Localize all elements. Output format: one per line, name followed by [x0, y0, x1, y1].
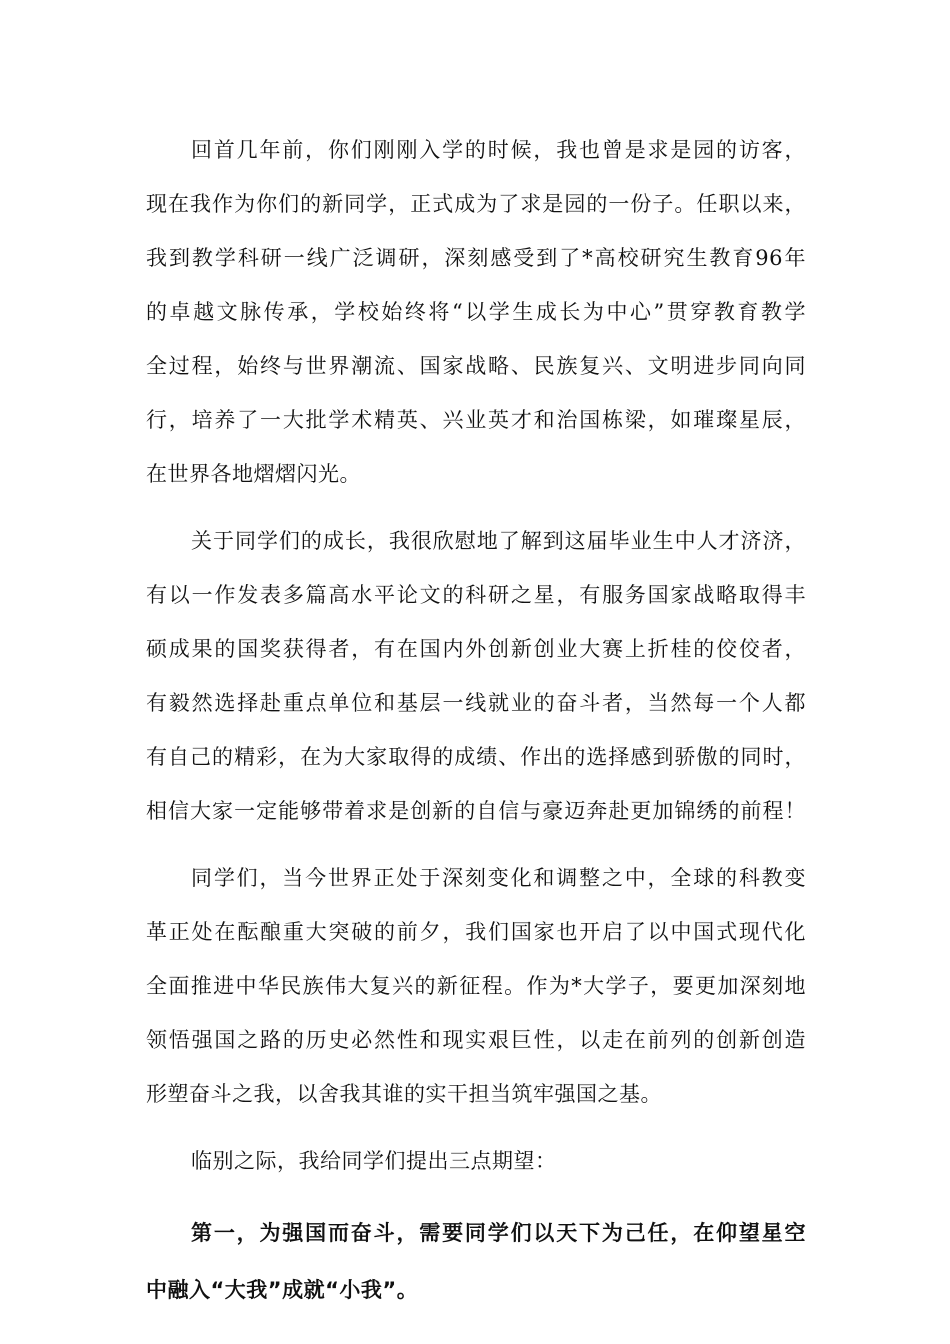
text-line: 在世界各地熠熠闪光。	[146, 462, 361, 486]
text-line: 关于同学们的成长，我很欣慰地了解到这届毕业生中人才济济，	[191, 529, 806, 553]
text-line: 形塑奋斗之我，以舍我其谁的实干担当筑牢强国之基。	[146, 1082, 662, 1106]
text-line: 有毅然选择赴重点单位和基层一线就业的奋斗者，当然每一个人都	[146, 691, 806, 715]
paragraph-gap	[146, 843, 806, 856]
bold-text-line: 第一，为强国而奋斗，需要同学们以天下为己任，在仰望星空	[191, 1221, 806, 1245]
text-line: 有以一作发表多篇高水平论文的科研之星，有服务国家战略取得丰	[146, 583, 806, 607]
text-line: 现在我作为你们的新同学，正式成为了求是园的一份子。任职以来，	[146, 192, 806, 216]
text-line: 有自己的精彩，在为大家取得的成绩、作出的选择感到骄傲的同时，	[146, 745, 806, 769]
text-line: 领悟强国之路的历史必然性和现实艰巨性，以走在前列的创新创造	[146, 1028, 806, 1052]
paragraph-gap	[146, 1126, 806, 1139]
text-line: 回首几年前，你们刚刚入学的时候，我也曾是求是园的访客，	[191, 138, 806, 162]
text-line: 临别之际，我给同学们提出三点期望：	[191, 1149, 557, 1173]
text-line: 相信大家一定能够带着求是创新的自信与豪迈奔赴更加锦绣的前程！	[146, 799, 806, 823]
paragraph-4	[146, 1139, 806, 1193]
text-line: 全面推进中华民族伟大复兴的新征程。作为*大学子，要更加深刻地	[146, 974, 806, 998]
text-line: 同学们，当今世界正处于深刻变化和调整之中，全球的科教变	[191, 866, 806, 890]
document-body	[146, 128, 806, 1325]
text-line: 硕成果的国奖获得者，有在国内外创新创业大赛上折桂的佼佼者，	[146, 637, 806, 661]
paragraph-1	[146, 128, 806, 506]
text-line: 革正处在酝酿重大突破的前夕，我们国家也开启了以中国式现代化	[146, 920, 806, 944]
text-line: 的卓越文脉传承，学校始终将“以学生成长为中心”贯穿教育教学	[146, 300, 806, 324]
paragraph-gap	[146, 1193, 806, 1211]
paragraph-gap	[146, 506, 806, 519]
text-line: 我到教学科研一线广泛调研，深刻感受到了*高校研究生教育96年	[146, 246, 806, 270]
paragraph-5-heading	[146, 1211, 806, 1325]
paragraph-3	[146, 856, 806, 1126]
bold-text-line: 中融入“大我”成就“小我”。	[146, 1278, 419, 1302]
paragraph-2	[146, 519, 806, 843]
text-line: 全过程，始终与世界潮流、国家战略、民族复兴、文明进步同向同	[146, 354, 806, 378]
text-line: 行，培养了一大批学术精英、兴业英才和治国栋梁，如璀璨星辰，	[146, 408, 806, 432]
